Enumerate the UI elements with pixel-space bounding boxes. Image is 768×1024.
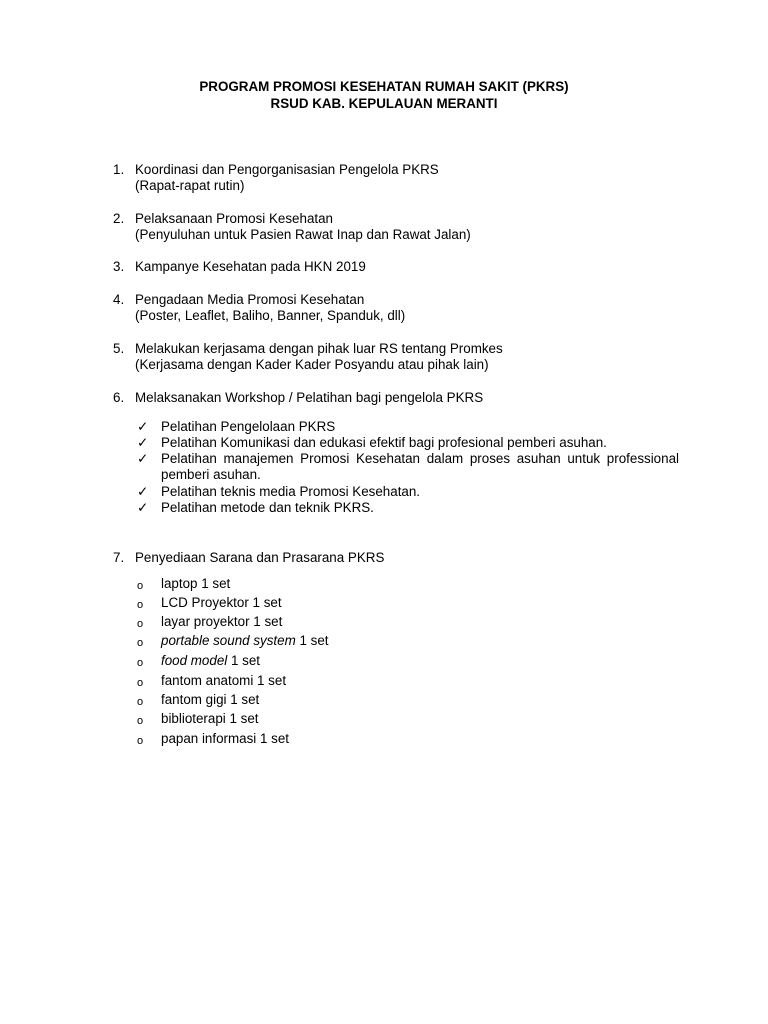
bullet-icon: o	[137, 580, 144, 592]
item-subtitle: (Poster, Leaflet, Baliho, Banner, Spanduk, dll)	[135, 308, 406, 324]
item-number: 3.	[113, 259, 125, 274]
item-title: Melaksanakan Workshop / Pelatihan bagi pengelola PKRS	[135, 390, 484, 405]
training-item: ✓ Pelatihan metode dan teknik PKRS.	[137, 500, 374, 515]
bullet-icon: o	[137, 715, 144, 727]
facility-item: o papan informasi 1 set	[137, 731, 537, 747]
facility-item: o biblioterapi 1 set	[137, 711, 537, 727]
item-title: Pengadaan Media Promosi Kesehatan	[135, 292, 365, 307]
bullet-icon: o	[137, 657, 144, 669]
list-item-3	[113, 259, 683, 275]
list-item-4	[113, 292, 683, 324]
item-title: Koordinasi dan Pengorganisasian Pengelola PKRS	[135, 162, 439, 177]
bullet-icon: o	[137, 618, 144, 630]
bullet-icon: o	[137, 677, 144, 689]
item-subtitle: (Penyuluhan untuk Pasien Rawat Inap dan Rawat Jalan)	[135, 227, 471, 243]
item-number: 5.	[113, 341, 125, 356]
facility-item: o food model 1 set	[137, 653, 537, 669]
item-title: Kampanye Kesehatan pada HKN 2019	[135, 259, 366, 274]
checkmark-icon: ✓	[137, 435, 149, 450]
list-item-7	[113, 550, 683, 566]
list-item-1	[113, 162, 683, 194]
checkmark-icon: ✓	[137, 419, 149, 434]
training-item: ✓ Pelatihan Pengelolaan PKRS	[137, 419, 336, 434]
item-number: 7.	[113, 550, 125, 565]
item-number: 6.	[113, 390, 125, 405]
item-title: Pelaksanaan Promosi Kesehatan	[135, 211, 334, 226]
bullet-icon: o	[137, 696, 144, 708]
item-number: 4.	[113, 292, 125, 307]
item-subtitle: (Kerjasama dengan Kader Kader Posyandu atau pihak lain)	[135, 357, 489, 373]
list-item-5	[113, 341, 683, 373]
item-title: Melakukan kerjasama dengan pihak luar RS tentang Promkes	[135, 341, 503, 356]
document-title: PROGRAM PROMOSI KESEHATAN RUMAH SAKIT (PKRS)	[199, 79, 569, 94]
facility-item: o fantom gigi 1 set	[137, 692, 537, 708]
facility-item: o fantom anatomi 1 set	[137, 673, 537, 689]
bullet-icon: o	[137, 637, 144, 649]
bullet-icon: o	[137, 599, 144, 611]
item-title: Penyediaan Sarana dan Prasarana PKRS	[135, 550, 385, 565]
facility-item: o LCD Proyektor 1 set	[137, 595, 537, 611]
item-number: 1.	[113, 162, 125, 177]
bullet-icon: o	[137, 735, 144, 747]
item-number: 2.	[113, 211, 125, 226]
facility-item: o layar proyektor 1 set	[137, 614, 537, 630]
training-item: ✓ Pelatihan manajemen Promosi Kesehatan dalam proses asuhan untuk professional pemberi asuhan.	[137, 451, 679, 483]
training-item: ✓ Pelatihan Komunikasi dan edukasi efektif bagi profesional pemberi asuhan.	[137, 435, 607, 450]
checkmark-icon: ✓	[137, 484, 149, 499]
list-item-6	[113, 390, 683, 406]
facility-item: o portable sound system 1 set	[137, 633, 537, 649]
item-subtitle: (Rapat-rapat rutin)	[135, 178, 245, 194]
training-item: ✓ Pelatihan teknis media Promosi Kesehatan.	[137, 484, 421, 499]
checkmark-icon: ✓	[137, 451, 149, 466]
list-item-2	[113, 211, 683, 243]
facility-item: o laptop 1 set	[137, 576, 537, 592]
checkmark-icon: ✓	[137, 500, 149, 515]
document-subtitle: RSUD KAB. KEPULAUAN MERANTI	[270, 96, 498, 111]
